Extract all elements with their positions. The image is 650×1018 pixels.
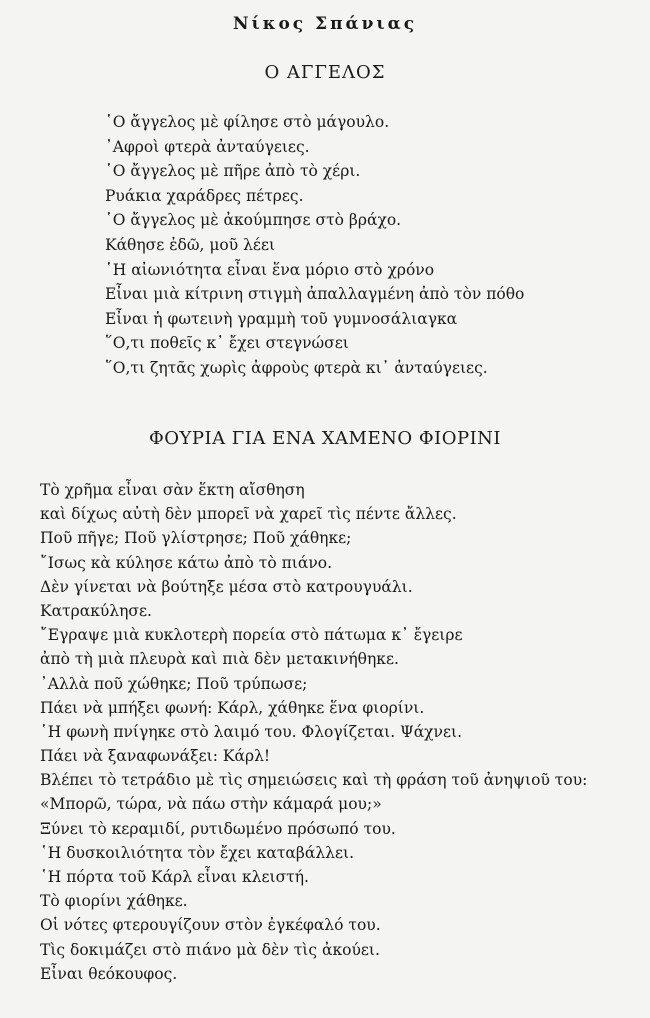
poem-line: Βλέπει τὸ τετράδιο μὲ τὶς σημειώσεις καὶ τὴ φράση τοῦ ἀνηψιοῦ του: — [40, 771, 588, 790]
poem-line: Ξύνει τὸ κεραμιδί, ρυτιδωμένο πρόσωπό του. — [40, 819, 396, 838]
poem-line: ῎Ισως κὰ κύλησε κάτω ἀπὸ τὸ πιάνο. — [40, 553, 332, 572]
poem-line: ῾Η δυσκοιλιότητα τὸν ἔχει καταβάλλει. — [40, 843, 354, 862]
poem-line: «Μπορῶ, τώρα, νὰ πάω στὴν κάμαρά μου;» — [40, 795, 382, 814]
poem-line: ῾Ο ἄγγελος μὲ φίλησε στὸ μάγουλο. — [105, 113, 390, 131]
poem-line: ᾿Αλλὰ ποῦ χώθηκε; Ποῦ τρύπωσε; — [40, 674, 308, 693]
poem-line: Εἶναι θεόκουφος. — [40, 964, 178, 983]
poem-line: Τὶς δοκιμάζει στὸ πιάνο μὰ δὲν τὶς ἀκούει. — [40, 940, 380, 959]
poem-line: Εἶναι μιὰ κίτρινη στιγμὴ ἀπαλλαγμένη ἀπὸ τὸν πόθο — [105, 285, 525, 304]
poem-line: Κάθησε ἐδῶ, μοῦ λέει — [105, 235, 276, 254]
poem-line: ἀπὸ τὴ μιὰ πλευρὰ καὶ πιὰ δὲν μετακινήθηκε. — [40, 650, 399, 669]
poem-line: ῎Εγραψε μιὰ κυκλοτερὴ πορεία στὸ πάτωμα κ᾿ ἔγειρε — [40, 626, 463, 645]
poem-line: ῞Ο,τι ζητᾶς χωρὶς ἀφροὺς φτερὰ κι᾿ ἀνταύγειες. — [105, 358, 488, 377]
poem-line: ῞Ο,τι ποθεῖς κ᾿ ἔχει στεγνώσει — [105, 334, 349, 353]
poem-body-angel — [105, 110, 625, 381]
poem-line: Οἱ νότες φτερουγίζουν στὸν ἐγκέφαλό του. — [40, 916, 381, 935]
poem-line: ῾Η φωνὴ πνίγηκε στὸ λαιμό του. Φλογίζεται. Ψάχνει. — [40, 722, 463, 741]
poem-body-florin — [40, 478, 640, 986]
poem-line: ῾Ο ἄγγελος μὲ πῆρε ἀπὸ τὸ χέρι. — [105, 162, 361, 181]
poem-line: Δὲν γίνεται νὰ βούτηξε μέσα στὸ κατρουγυάλι. — [40, 577, 413, 596]
poem-line: ᾿Αφροὶ φτερὰ ἀνταύγειες. — [105, 137, 310, 156]
poem-title-angel: Ο ΑΓΓΕΛΟΣ — [264, 62, 386, 83]
poem-line: καὶ δίχως αὐτὴ δὲν μπορεῖ νὰ χαρεῖ τὶς πέντε ἄλλες. — [40, 505, 457, 524]
poem-line: Κατρακύλησε. — [40, 601, 152, 620]
poem-title-florin: ΦΟΥΡΙΑ ΓΙΑ ΕΝΑ ΧΑΜΕΝΟ ΦΙΟΡΙΝΙ — [148, 428, 502, 449]
poem-line: ῾Η αἰωνιότητα εἶναι ἕνα μόριο στὸ χρόνο — [105, 260, 435, 279]
poem-line: Πάει νὰ ξαναφωνάξει: Κάρλ! — [40, 747, 271, 766]
poem-line: Πάει νὰ μπήξει φωνή: Κάρλ, χάθηκε ἕνα φιορίνι. — [40, 698, 425, 717]
poem-line: Εἶναι ἡ φωτεινὴ γραμμὴ τοῦ γυμνοσάλιαγκα — [105, 309, 458, 328]
poem-line: ῾Η πόρτα τοῦ Κάρλ εἶναι κλειστή. — [40, 868, 309, 886]
author-name: Νίκος Σπάνιας — [232, 14, 418, 34]
poem-line: Τὸ χρῆμα εἶναι σὰν ἕκτη αἴσθηση — [40, 481, 305, 499]
poem-line: Ποῦ πῆγε; Ποῦ γλίστρησε; Ποῦ χάθηκε; — [40, 529, 352, 548]
poem-line: ῾Ο ἄγγελος μὲ ἀκούμπησε στὸ βράχο. — [105, 211, 402, 230]
poem-line: Ρυάκια χαράδρες πέτρες. — [105, 186, 304, 205]
poem-line: Τὸ φιορίνι χάθηκε. — [40, 892, 188, 911]
